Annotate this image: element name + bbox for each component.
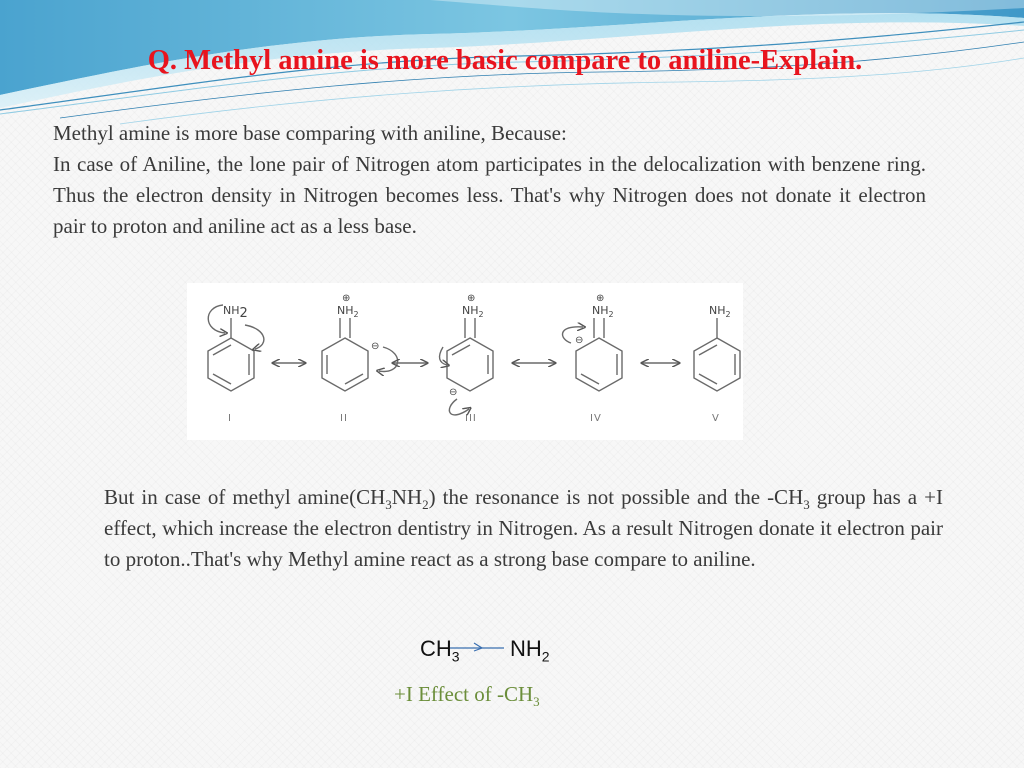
nh2-label-V: $NH_2$ [709, 304, 731, 319]
charge-plus-IV: ⊕ [596, 293, 605, 304]
intro-paragraph [53, 118, 926, 242]
charge-plus-II: ⊕ [342, 293, 351, 304]
charge-minus-II: ⊖ [371, 341, 380, 352]
nh2-label-II: $NH_2$ [337, 304, 359, 319]
structure-III [440, 318, 493, 415]
inductive-effect-caption: +I Effect of $-CH_3$ [394, 682, 540, 710]
charge-minus-IV: ⊖ [575, 335, 584, 346]
nh2-label-IV: $NH_2$ [592, 304, 614, 319]
structure-label-V: V [712, 413, 720, 424]
structure-I [208, 305, 264, 391]
charge-plus-III: ⊕ [467, 293, 476, 304]
nh2-group: $NH_2$ [510, 636, 550, 665]
structure-label-III: III [465, 413, 477, 424]
structure-IV [562, 318, 622, 391]
structure-label-I: I [228, 413, 232, 424]
nh2-label-III: $NH_2$ [462, 304, 484, 319]
structure-II [322, 318, 398, 391]
slide-title: Q. Methyl amine is more basic compare to aniline-Explain. [147, 45, 863, 76]
intro-lead-line: Methyl amine is more base comparing with aniline, Because: [53, 121, 567, 145]
methyl-amine-paragraph: But in case of methyl $amine(CH_3NH_2)$ the resonance is not possible and the $-CH_3$ group has a +I effect, which increase the electron dentistry in Nitrogen. As a result Nitrogen donate it electron pair to proton..That's why Methyl amine react as a strong base compare to aniline. [104, 485, 943, 571]
inductive-arrow-icon [448, 638, 508, 652]
structure-label-IV: IV [590, 413, 602, 424]
aniline-resonance-diagram [187, 283, 743, 440]
structure-V [694, 318, 740, 391]
structure-label-II: II [340, 413, 348, 424]
charge-minus-III: ⊖ [449, 387, 458, 398]
inductive-effect-equation [420, 636, 600, 668]
nh2-label-I: NH2 [223, 304, 248, 321]
intro-body-text: In case of Aniline, the lone pair of Nitrogen atom participates in the delocalization with benzene ring. Thus the electron density in Nitrogen becomes less. That's why Nitrogen does not donate it electron pair to proton and aniline act as a less base. [53, 152, 926, 238]
ch3-group: $CH_3$ [420, 636, 460, 665]
